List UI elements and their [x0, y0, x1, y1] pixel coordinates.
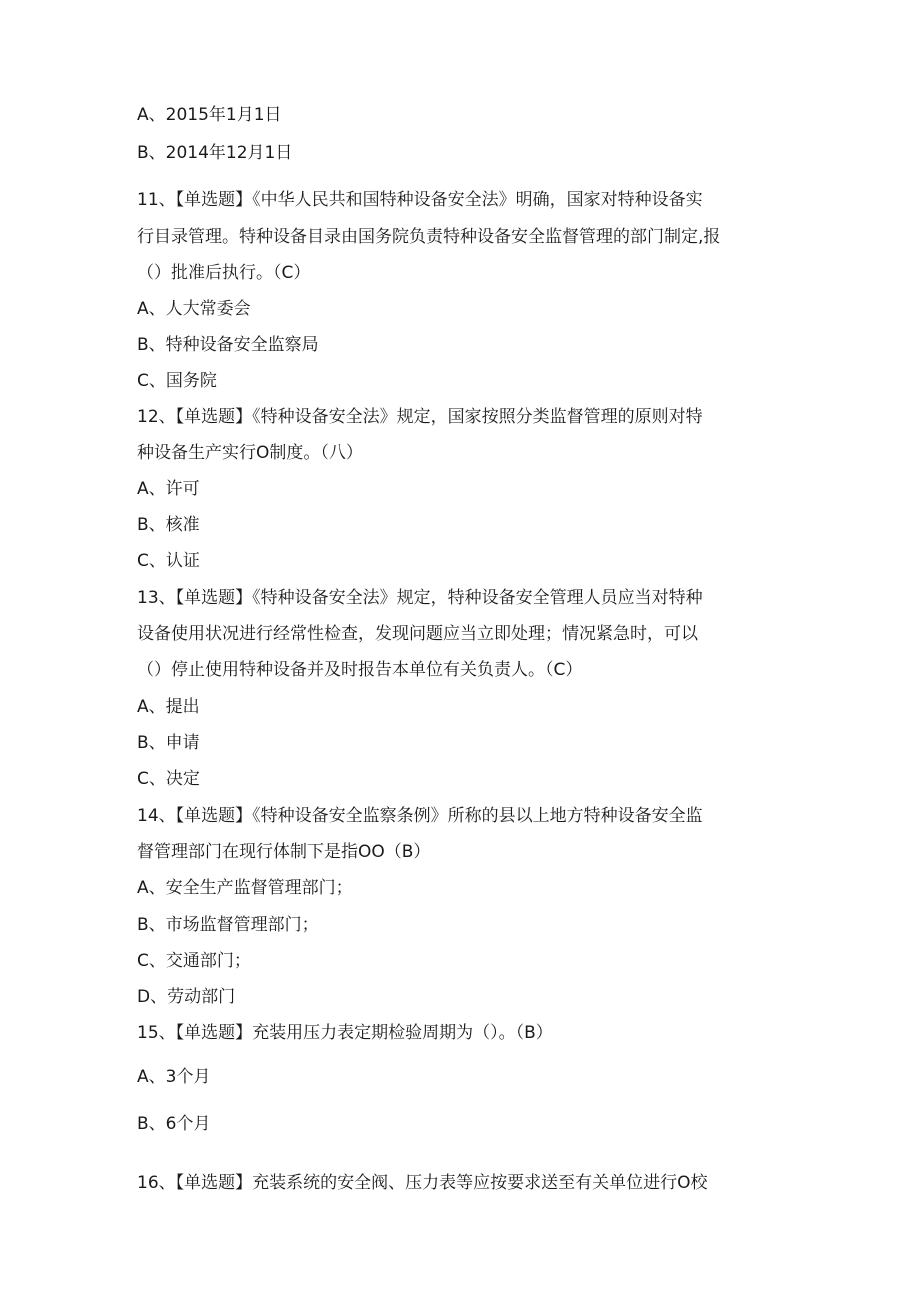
option-line: A、许可: [137, 479, 200, 499]
question-line: 种设备生产实行O制度。（八）: [137, 443, 363, 463]
option-line: A、提出: [137, 697, 200, 717]
question-line: 12、【单选题】《特种设备安全法》规定，国家按照分类监督管理的原则对特: [137, 407, 703, 427]
option-line: B、特种设备安全监察局: [137, 335, 319, 355]
option-line: C、交通部门；: [137, 951, 251, 971]
option-line: B、核准: [137, 515, 200, 535]
question-line: 15、【单选题】充装用压力表定期检验周期为（）。（B）: [137, 1023, 553, 1043]
option-line: A、人大常委会: [137, 299, 251, 319]
option-line: A、3个月: [137, 1067, 211, 1087]
question-line: 设备使用状况进行经常性检查，发现问题应当立即处理；情况紧急时，可以: [137, 624, 698, 644]
question-line: 督管理部门在现行体制下是指OO（B）: [137, 842, 431, 862]
option-line: C、决定: [137, 769, 200, 789]
option-line: A、安全生产监督管理部门；: [137, 878, 353, 898]
option-line: C、认证: [137, 551, 200, 571]
question-line: （）停止使用特种设备并及时报告本单位有关负责人。（C）: [137, 660, 583, 680]
option-line: D、劳动部门: [137, 987, 236, 1007]
option-line: B、市场监督管理部门；: [137, 915, 319, 935]
question-line: 14、【单选题】《特种设备安全监察条例》所称的县以上地方特种设备安全监: [137, 806, 703, 826]
question-line: （）批准后执行。（C）: [137, 263, 311, 283]
option-line: A、2015年1月1日: [137, 105, 282, 125]
question-line: 11、【单选题】《中华人民共和国特种设备安全法》明确，国家对特种设备实: [137, 190, 703, 210]
option-line: C、国务院: [137, 371, 217, 391]
option-line: B、申请: [137, 733, 200, 753]
question-line: 16、【单选题】充装系统的安全阀、压力表等应按要求送至有关单位进行O校: [137, 1173, 708, 1193]
question-line: 行目录管理。特种设备目录由国务院负责特种设备安全监督管理的部门制定,报: [137, 227, 721, 247]
option-line: B、6个月: [137, 1114, 211, 1134]
question-line: 13、【单选题】《特种设备安全法》规定，特种设备安全管理人员应当对特种: [137, 588, 703, 608]
option-line: B、2014年12月1日: [137, 143, 293, 163]
